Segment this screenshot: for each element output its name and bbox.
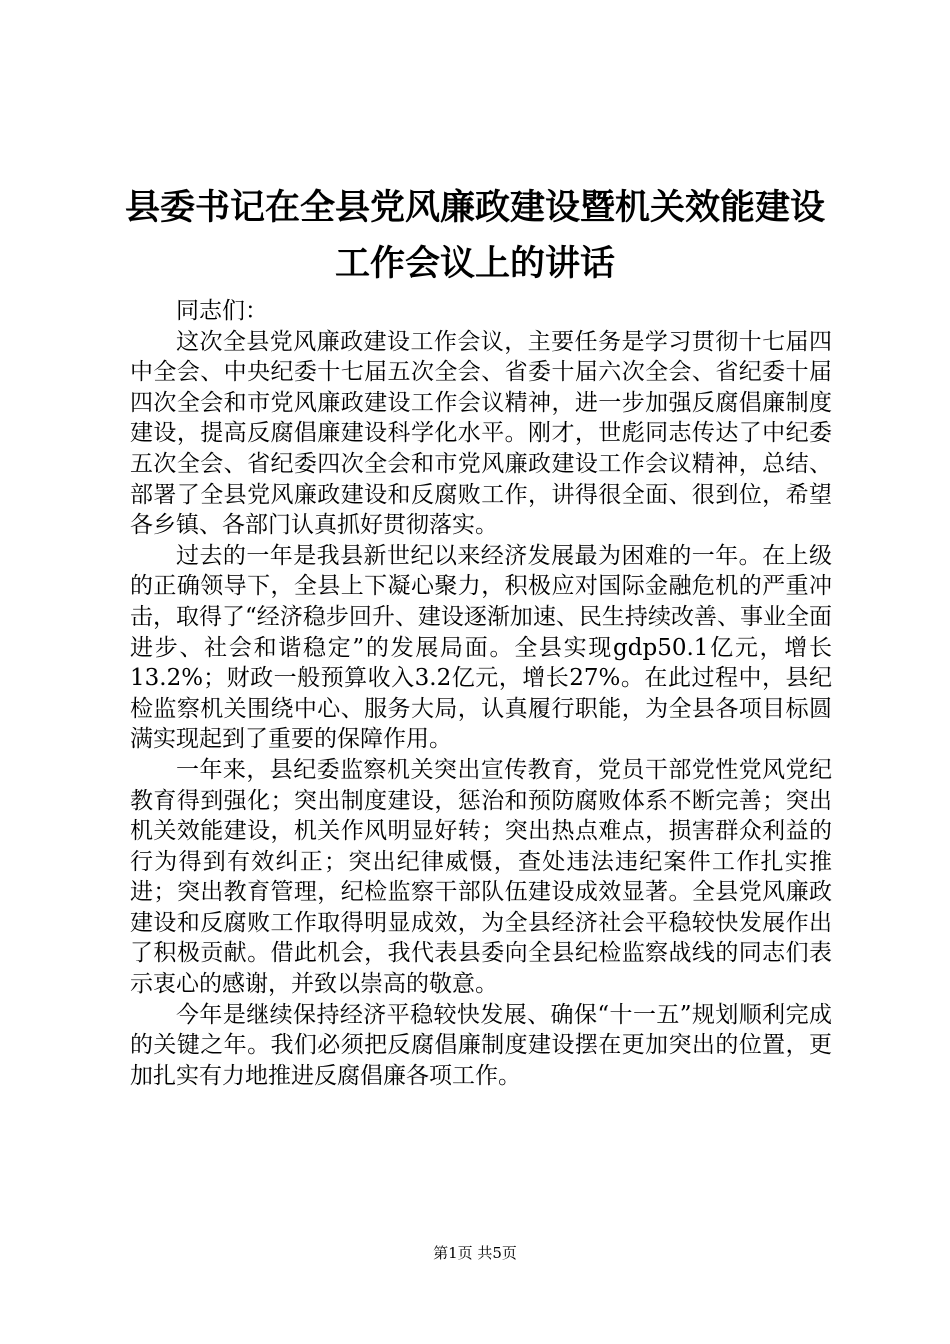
title-line-2: 工作会议上的讲话 (334, 243, 615, 284)
document-title (100, 180, 850, 292)
paragraph-2: 过去的一年是我县新世纪以来经济发展最为困难的一年。在上级的正确领导下，全县上下凝心聚力，积极应对国际金融危机的严重冲击，取得了“经济稳步回升、建设逐渐加速、民生持续改善、事业全面进步、社会和谐稳定”的发展局面。全县实现gdp50.1亿元，增长13.2%；财政一般预算收入3.2亿元，增长27%。在此过程中，县纪检监察机关围绕中心、服务大局，认真履行职能，为全县各项目标圆满实现起到了重要的保障作用。 (130, 542, 832, 753)
page-number: 第1页 共5页 (433, 1244, 517, 1262)
paragraph-1: 这次全县党风廉政建设工作会议，主要任务是学习贯彻十七届四中全会、中央纪委十七届五次全会、省委十届六次全会、省纪委十届四次全会和市党风廉政建设工作会议精神，进一步加强反腐倡廉制度建设，提高反腐倡廉建设科学化水平。刚才，世彪同志传达了中纪委五次全会、省纪委四次全会和市党风廉政建设工作会议精神，总结、部署了全县党风廉政建设和反腐败工作，讲得很全面、很到位，希望各乡镇、各部门认真抓好贯彻落实。 (130, 328, 832, 539)
title-line-1: 县委书记在全县党风廉政建设暨机关效能建设 (124, 187, 825, 228)
paragraph-3: 一年来，县纪委监察机关突出宣传教育，党员干部党性党风党纪教育得到强化；突出制度建设，惩治和预防腐败体系不断完善；突出机关效能建设，机关作风明显好转；突出热点难点，损害群众利益的行为得到有效纠正；突出纪律威慑，查处违法违纪案件工作扎实推进；突出教育管理，纪检监察干部队伍建设成效显著。全县党风廉政建设和反腐败工作取得明显成效，为全县经济社会平稳较快发展作出了积极贡献。借此机会，我代表县委向全县纪检监察战线的同志们表示衷心的感谢，并致以崇高的敬意。 (130, 756, 832, 998)
salutation: 同志们： (176, 298, 268, 324)
paragraph-4: 今年是继续保持经济平稳较快发展、确保“十一五”规划顺利完成的关键之年。我们必须把反腐倡廉制度建设摆在更加突出的位置，更加扎实有力地推进反腐倡廉各项工作。 (130, 1001, 832, 1089)
document-body (130, 296, 832, 1091)
